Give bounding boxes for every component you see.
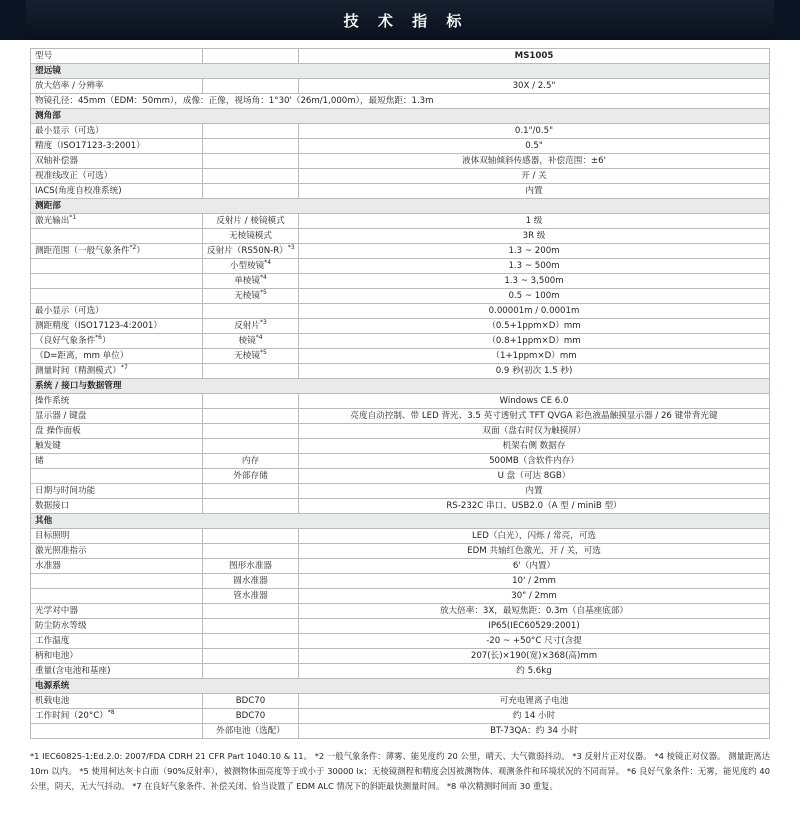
- spec-row-subject: 反射片 / 棱镜模式: [203, 214, 299, 229]
- spec-row-value: 放大倍率：3X，最短焦距：0.3m（自基座底部）: [299, 604, 770, 619]
- spec-row-value: 内置: [299, 184, 770, 199]
- spec-row: [31, 349, 770, 364]
- spec-row-value: 亮度自动控制、带 LED 背光、3.5 英寸透射式 TFT QVGA 彩色液晶触摸显示器 / 26 键带背光键: [299, 409, 770, 424]
- spec-row: [31, 334, 770, 349]
- spec-row: [31, 184, 770, 199]
- spec-row: [31, 79, 770, 94]
- spec-row-label: 防尘防水等级: [31, 619, 203, 634]
- spec-row-subject: [203, 484, 299, 499]
- spec-row-subject: [203, 139, 299, 154]
- spec-row-subject: [203, 49, 299, 64]
- spec-row-subject: 外部电池（选配）: [203, 724, 299, 739]
- spec-section-label: 测角部: [31, 109, 770, 124]
- spec-row-value: BT-73QA：约 34 小时: [299, 724, 770, 739]
- spec-row-label: 工作温度: [31, 634, 203, 649]
- spec-row-label: 测距范围（一般气象条件$^{*2}$）: [31, 244, 203, 259]
- spec-row-label: [31, 469, 203, 484]
- spec-row: [31, 364, 770, 379]
- spec-row-subject: [203, 649, 299, 664]
- spec-row-subject: 小型棱镜$^{*4}$: [203, 259, 299, 274]
- spec-row-label: 型号: [31, 49, 203, 64]
- spec-row-label: 操作系统: [31, 394, 203, 409]
- spec-row-subject: [203, 439, 299, 454]
- spec-row-subject: 管水准器: [203, 589, 299, 604]
- spec-row-label: 视准线改正（可选）: [31, 169, 203, 184]
- spec-row-value: 0.5": [299, 139, 770, 154]
- spec-row: [31, 604, 770, 619]
- spec-row-subject: BDC70: [203, 709, 299, 724]
- spec-row-subject: [203, 544, 299, 559]
- spec-row-label: [31, 589, 203, 604]
- spec-row-label: [31, 259, 203, 274]
- footnote-text: *1 IEC60825-1:Ed.2.0: 2007/FDA CDRH 21 CFR Part 1040.10 & 11。 *2 一般气象条件：薄雾、能见度约 20 公里，晴天、大气微弱抖动。 *3 反射片正对仪器。 *4 棱镜正对仪器。 测量距离达 10m 以内。 *5 使用柯达灰卡白面（90%反射率），被测物体面亮度等于或小于 30000 lx；无棱镜测程和精度会因被测物体、观测条件和环境状况的不同而异。 *6 良好气象条件：无雾，能见度约 40 公里，阴天，无大气抖动。 *7 在良好气象条件、补偿关闭、恰当设置了 EDM ALC 情况下的斜距最快测量时间。 *8 单次精测时间而 30 重复。: [30, 751, 770, 791]
- spec-row-label: 最小显示（可选）: [31, 124, 203, 139]
- spec-row-subject: [203, 409, 299, 424]
- spec-row: [31, 544, 770, 559]
- spec-row: [31, 694, 770, 709]
- spec-row-label: 放大倍率 / 分辨率: [31, 79, 203, 94]
- spec-row-subject: [203, 79, 299, 94]
- spec-row-label: 目标照明: [31, 529, 203, 544]
- spec-row-value: 30X / 2.5": [299, 79, 770, 94]
- spec-row: [31, 274, 770, 289]
- spec-row: [31, 319, 770, 334]
- spec-row: [31, 589, 770, 604]
- spec-section-row: [31, 379, 770, 394]
- spec-row-value: 1 级: [299, 214, 770, 229]
- spec-row-label: 激光输出$^{*1}$: [31, 214, 203, 229]
- spec-section-label: 其他: [31, 514, 770, 529]
- spec-row: [31, 574, 770, 589]
- spec-row-label: 柄和电池）: [31, 649, 203, 664]
- spec-row-subject: [203, 184, 299, 199]
- spec-row-subject: [203, 424, 299, 439]
- spec-row: [31, 724, 770, 739]
- spec-section-row: [31, 514, 770, 529]
- spec-row: [31, 289, 770, 304]
- spec-row-label: 光学对中器: [31, 604, 203, 619]
- spec-row-subject: [203, 394, 299, 409]
- spec-row-value: （0.5+1ppm×D）mm: [299, 319, 770, 334]
- spec-section-row: [31, 679, 770, 694]
- spec-row-label: 测量时间（精测模式）$^{*7}$: [31, 364, 203, 379]
- spec-row-value: EDM 共轴红色激光，开 / 关，可选: [299, 544, 770, 559]
- banner-accent-left: [0, 0, 26, 40]
- spec-row-subject: 无棱镜$^{*5}$: [203, 349, 299, 364]
- spec-section-label: 测距部: [31, 199, 770, 214]
- spec-row: [31, 454, 770, 469]
- spec-row-subject: 外部存储: [203, 469, 299, 484]
- spec-row-label: IACS(角度自校准系统): [31, 184, 203, 199]
- spec-row-value: 30" / 2mm: [299, 589, 770, 604]
- spec-section-row: [31, 64, 770, 79]
- spec-row-value: 0.5 ~ 100m: [299, 289, 770, 304]
- spec-row-value: （0.8+1ppm×D）mm: [299, 334, 770, 349]
- spec-row-value: 1.3 ~ 500m: [299, 259, 770, 274]
- spec-row: [31, 394, 770, 409]
- spec-row-label: （良好气象条件$^{*6}$）: [31, 334, 203, 349]
- spec-table-wrap: [0, 40, 800, 739]
- spec-row-subject: 无棱镜$^{*5}$: [203, 289, 299, 304]
- spec-section-label: 电源系统: [31, 679, 770, 694]
- spec-section-row: [31, 109, 770, 124]
- spec-row-value: 1.3 ~ 3,500m: [299, 274, 770, 289]
- spec-section-label: 系统 / 接口与数据管理: [31, 379, 770, 394]
- spec-row-subject: [203, 124, 299, 139]
- spec-row: [31, 709, 770, 724]
- spec-row-label: 精度（ISO17123-3:2001）: [31, 139, 203, 154]
- spec-section-row: [31, 199, 770, 214]
- spec-row-subject: 无棱镜模式: [203, 229, 299, 244]
- spec-row-subject: 图形水准器: [203, 559, 299, 574]
- spec-row: [31, 214, 770, 229]
- spec-row-subject: [203, 154, 299, 169]
- spec-row-label: 测距精度（ISO17123-4:2001）: [31, 319, 203, 334]
- spec-row: [31, 664, 770, 679]
- spec-row-subject: [203, 529, 299, 544]
- spec-row-value: LED（白光），闪烁 / 常亮，可选: [299, 529, 770, 544]
- spec-row: [31, 244, 770, 259]
- spec-row-value: 500MB（含软件内存）: [299, 454, 770, 469]
- spec-row-label: （D=距离，mm 单位）: [31, 349, 203, 364]
- spec-row-label: 盘 操作面板: [31, 424, 203, 439]
- spec-row: [31, 259, 770, 274]
- spec-row-subject: [203, 364, 299, 379]
- spec-row-value: 约 5.6kg: [299, 664, 770, 679]
- spec-row-value: Windows CE 6.0: [299, 394, 770, 409]
- spec-row: [31, 559, 770, 574]
- spec-row-value: 0.9 秒(初次 1.5 秒): [299, 364, 770, 379]
- spec-row-value: -20 ~ +50°C 尺寸(含提: [299, 634, 770, 649]
- spec-row: [31, 529, 770, 544]
- spec-row-label: 重量(含电池和基座): [31, 664, 203, 679]
- spec-row-value: IP65(IEC60529:2001): [299, 619, 770, 634]
- spec-row: [31, 124, 770, 139]
- spec-row-label: [31, 724, 203, 739]
- spec-row-label: [31, 289, 203, 304]
- spec-row-subject: 单棱镜$^{*4}$: [203, 274, 299, 289]
- spec-row-value: 约 14 小时: [299, 709, 770, 724]
- spec-row-label: [31, 274, 203, 289]
- spec-row-value: 207(长)×190(宽)×368(高)mm: [299, 649, 770, 664]
- spec-table: [30, 48, 770, 739]
- spec-row-value: 开 / 关: [299, 169, 770, 184]
- spec-row-subject: [203, 499, 299, 514]
- spec-row-value: MS1005: [299, 49, 770, 64]
- spec-row-value: （1+1ppm×D）mm: [299, 349, 770, 364]
- spec-row: [31, 649, 770, 664]
- spec-row-label: 激光照准指示: [31, 544, 203, 559]
- spec-note-text: 物镜孔径：45mm（EDM：50mm），成像：正像，视场角：1°30'（26m/1,000m），最短焦距：1.3m: [31, 94, 770, 109]
- spec-row: [31, 469, 770, 484]
- spec-row-value: 内置: [299, 484, 770, 499]
- spec-row: [31, 304, 770, 319]
- spec-row-value: 0.1"/0.5": [299, 124, 770, 139]
- spec-row-label: 储: [31, 454, 203, 469]
- spec-row-subject: 内存: [203, 454, 299, 469]
- spec-row: [31, 439, 770, 454]
- spec-row-subject: 反射片$^{*3}$: [203, 319, 299, 334]
- spec-row-subject: [203, 664, 299, 679]
- spec-row: [31, 499, 770, 514]
- spec-row-label: 工作时间$(20^\circ C)^{*8}$: [31, 709, 203, 724]
- spec-row: [31, 139, 770, 154]
- spec-row: [31, 634, 770, 649]
- spec-row-label: 显示器 / 键盘: [31, 409, 203, 424]
- banner-accent-right: [774, 0, 800, 40]
- spec-row-label: [31, 229, 203, 244]
- spec-row-value: 液体双轴倾斜传感器，补偿范围：±6': [299, 154, 770, 169]
- spec-row-label: 日期与时间功能: [31, 484, 203, 499]
- spec-row-label: 双轴补偿器: [31, 154, 203, 169]
- spec-row: [31, 484, 770, 499]
- spec-section-label: 望远镜: [31, 64, 770, 79]
- spec-row-label: 水准器: [31, 559, 203, 574]
- spec-row-label: [31, 574, 203, 589]
- page-title: 技 术 指 标: [343, 11, 469, 30]
- spec-row-subject: [203, 304, 299, 319]
- spec-row-value: 双面（盘右时仅为触摸屏）: [299, 424, 770, 439]
- spec-row: [31, 619, 770, 634]
- spec-row-subject: BDC70: [203, 694, 299, 709]
- spec-row-subject: 反射片$(RS50N-R)^{*3}$: [203, 244, 299, 259]
- spec-row-subject: 棱镜$^{*4}$: [203, 334, 299, 349]
- spec-row-value: U 盘（可达 8GB）: [299, 469, 770, 484]
- spec-row-value: 3R 级: [299, 229, 770, 244]
- footnotes: [0, 739, 800, 794]
- spec-row-subject: [203, 634, 299, 649]
- page-banner: [0, 0, 800, 40]
- spec-row-value: 6'（内置）: [299, 559, 770, 574]
- spec-row-value: 机架右侧 数据存: [299, 439, 770, 454]
- spec-row: [31, 49, 770, 64]
- spec-row: [31, 409, 770, 424]
- spec-row-subject: [203, 619, 299, 634]
- spec-row-label: 机载电池: [31, 694, 203, 709]
- spec-row-value: RS-232C 串口、USB2.0（A 型 / miniB 型）: [299, 499, 770, 514]
- spec-row-subject: [203, 169, 299, 184]
- spec-row-label: 数据接口: [31, 499, 203, 514]
- spec-row-value: 可充电锂离子电池: [299, 694, 770, 709]
- spec-row: [31, 169, 770, 184]
- spec-row-label: 触发键: [31, 439, 203, 454]
- spec-row-subject: 圆水准器: [203, 574, 299, 589]
- spec-row: [31, 229, 770, 244]
- spec-row-label: 最小显示（可选）: [31, 304, 203, 319]
- spec-note-row: [31, 94, 770, 109]
- spec-row-value: 10' / 2mm: [299, 574, 770, 589]
- spec-row-value: 1.3 ~ 200m: [299, 244, 770, 259]
- spec-row-value: 0.00001m / 0.0001m: [299, 304, 770, 319]
- spec-row: [31, 154, 770, 169]
- spec-row-subject: [203, 604, 299, 619]
- spec-row: [31, 424, 770, 439]
